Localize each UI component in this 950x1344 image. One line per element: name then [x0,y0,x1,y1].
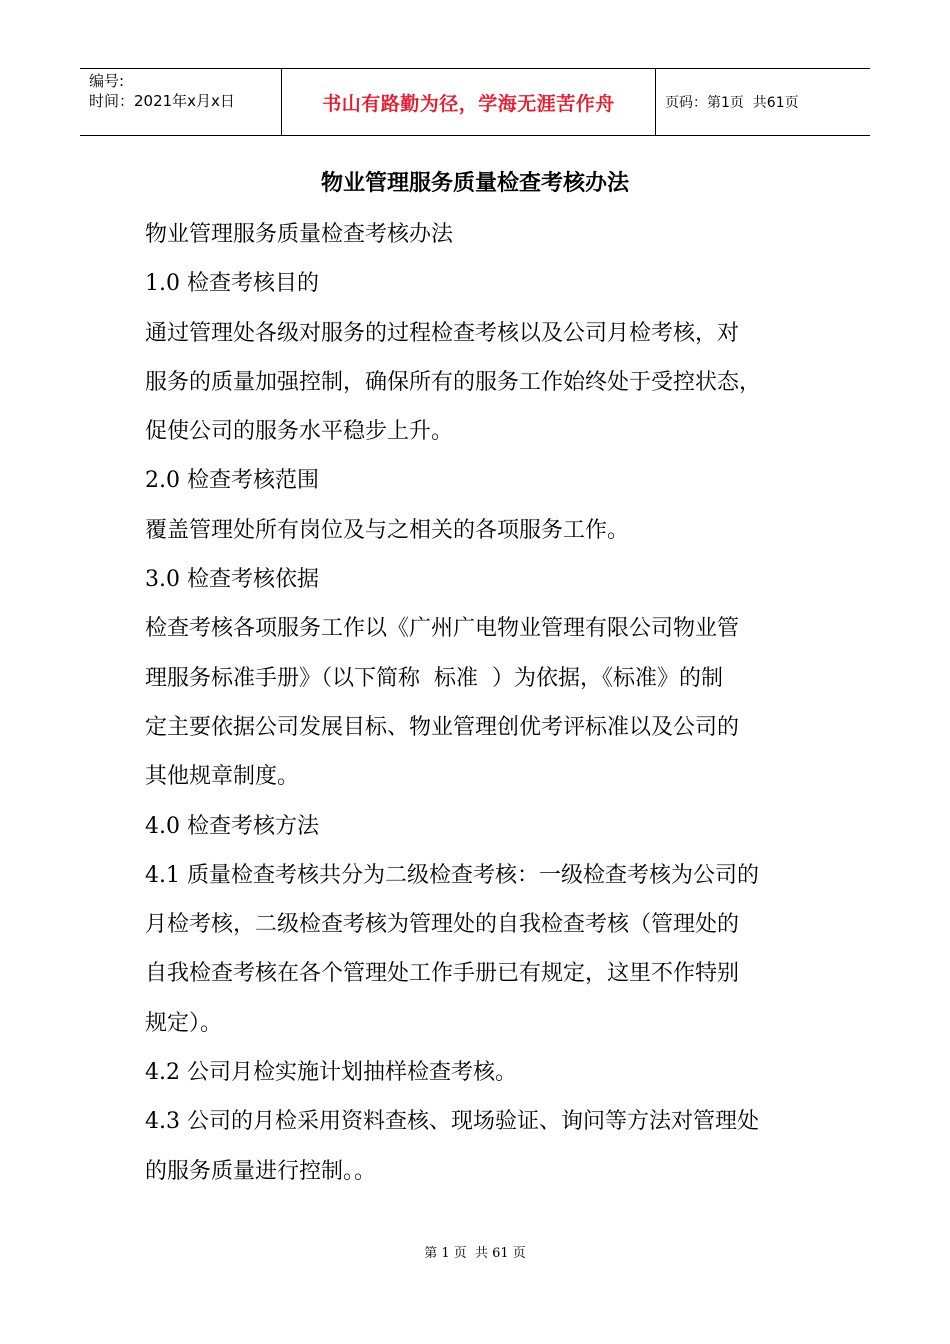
body-line: 规定）。 [145,1010,223,1036]
body-line: 的服务质量进行控制。。 [145,1158,377,1184]
body-line: 物业管理服务质量检查考核办法 [145,222,454,247]
page-header [80,68,870,136]
body-line: 覆盖管理处所有岗位及与之相关的各项服务工作。 [145,517,630,543]
document-time-label: 时间：2021年x月x日 [89,92,235,110]
body-line: 理服务标准手册》（以下简称 标准 ）为依据，《标准》的制 [145,665,723,691]
document-title: 物业管理服务质量检查考核办法 [320,171,629,196]
document-number-label: 编号: [89,72,125,90]
body-line: 2.0 检查考核范围 [145,468,319,494]
body-line: 自我检查考核在各个管理处工作手册已有规定，这里不作特别 [145,961,740,987]
header-motto: 书山有路勤为径，学海无涯苦作舟 [282,69,656,135]
header-meta-cell [80,69,282,135]
body-line: 月检考核，二级检查考核为管理处的自我检查考核（管理处的 [145,912,740,938]
body-line: 4.3 公司的月检采用资料查核、现场验证、询问等方法对管理处 [145,1109,759,1135]
body-line: 通过管理处各级对服务的过程检查考核以及公司月检考核，对 [145,320,740,346]
body-line: 1.0 检查考核目的 [145,271,319,297]
body-line: 4.2 公司月检实施计划抽样检查考核。 [145,1060,517,1086]
body-line: 3.0 检查考核依据 [145,567,319,593]
page-footer: 第 1 页 共 61 页 [424,1246,526,1261]
body-line: 促使公司的服务水平稳步上升。 [145,419,454,445]
header-page-info: 页码：第1页 共61页 [665,95,799,111]
body-line: 4.0 检查考核方法 [145,813,319,839]
body-line: 定主要依据公司发展目标、物业管理创优考评标准以及公司的 [145,714,740,740]
body-line: 检查考核各项服务工作以《广州广电物业管理有限公司物业管 [145,616,740,642]
document-body [145,210,805,1196]
body-line: 4.1 质量检查考核共分为二级检查考核：一级检查考核为公司的 [145,862,759,888]
body-line: 服务的质量加强控制，确保所有的服务工作始终处于受控状态， [145,369,762,395]
body-line: 其他规章制度。 [145,764,300,790]
